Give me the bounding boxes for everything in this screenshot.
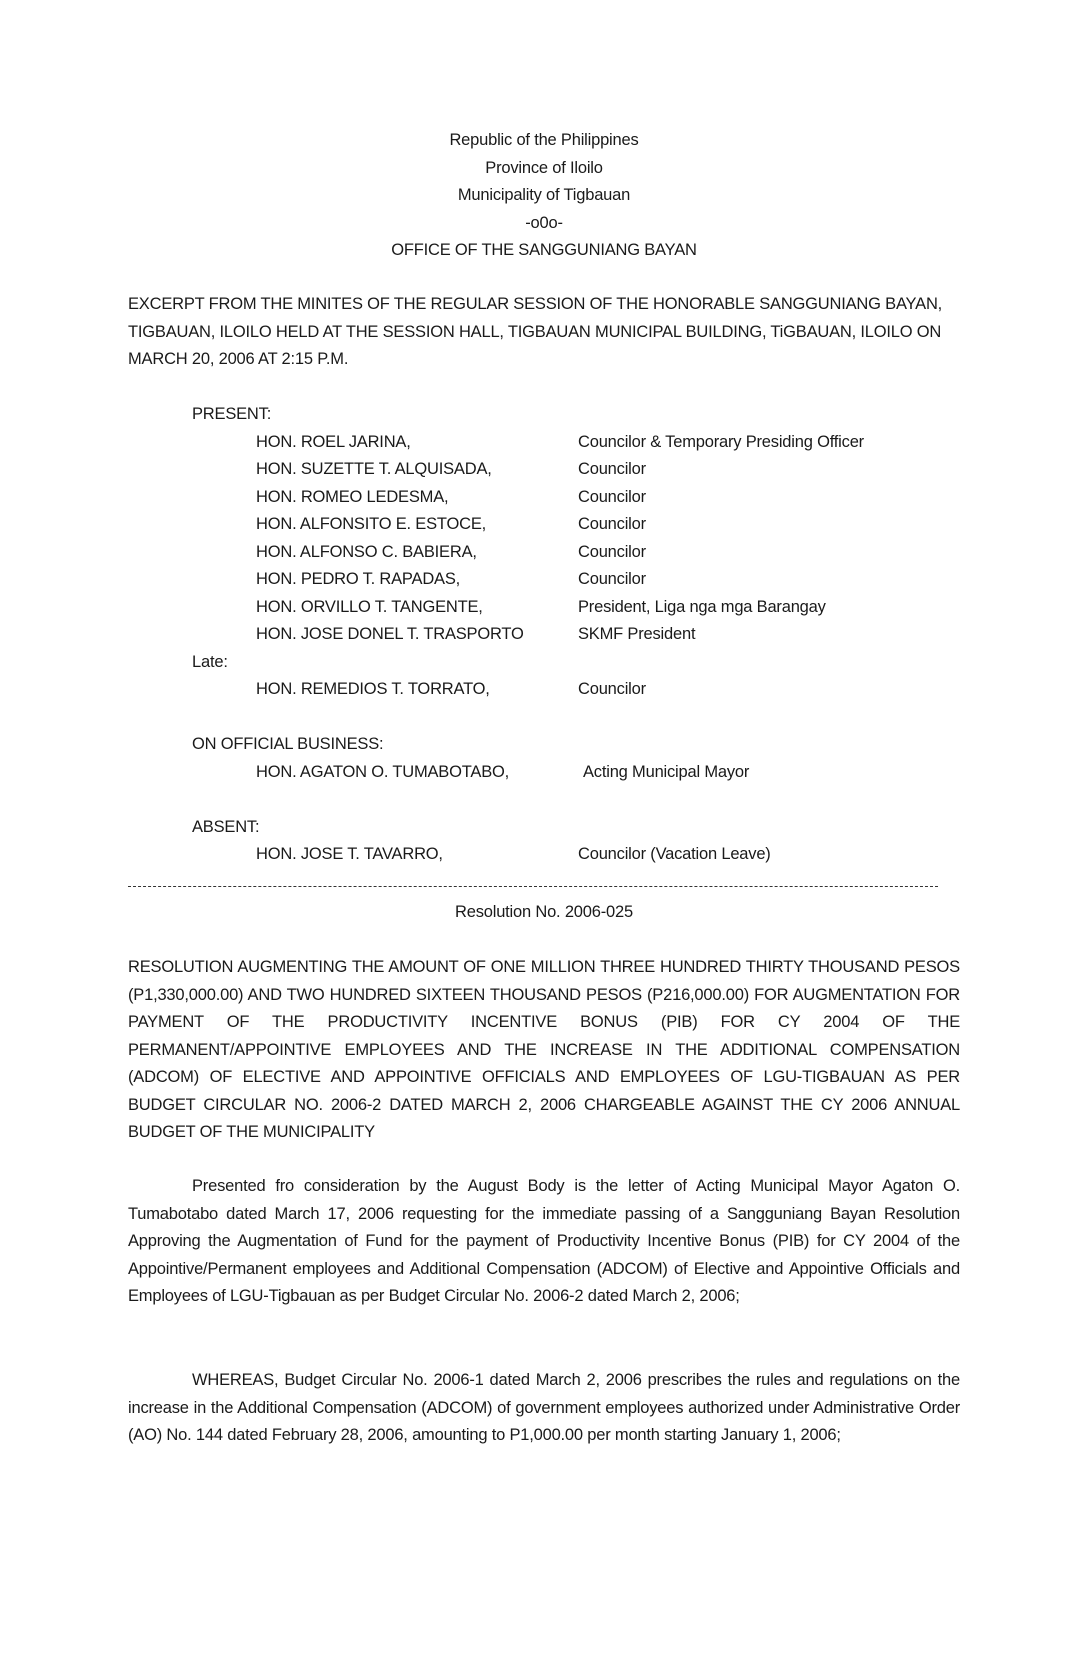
attendance-list — [192, 401, 972, 869]
attendee-row — [192, 676, 972, 704]
paragraph-presented — [128, 1173, 960, 1311]
attendee-row — [192, 759, 972, 787]
attendee-role: Councilor — [578, 570, 646, 588]
attendee-role: Councilor — [578, 460, 646, 478]
attendee-role: Councilor — [578, 542, 646, 561]
attendee-name: HON. JOSE T. TAVARRO, — [256, 845, 443, 863]
ornament-line: -o0o- — [525, 213, 563, 232]
attendee-row — [192, 594, 972, 622]
attendee-role: Councilor — [578, 680, 646, 698]
attendee-name: HON. ROEL JARINA, — [256, 432, 411, 451]
attendee-name: HON. PEDRO T. RAPADAS, — [256, 570, 461, 588]
attendee-role: Councilor & Temporary Presiding Officer — [578, 432, 864, 451]
attendee-name: HON. ROMEO LEDESMA, — [256, 487, 449, 506]
attendee-name: HON. JOSE DONEL T. TRASPORTO — [256, 625, 524, 643]
paragraph-whereas — [128, 1367, 960, 1450]
attendee-role: SKMF President — [578, 625, 696, 643]
attendee-row — [192, 484, 972, 512]
paragraph-text: WHEREAS, Budget Circular No. 2006-1 dated March 2, 2006 prescribes the rules and regulations on the increase in the Additional Compensation (ADCOM) of government employees authorized under Administrative Order (AO) No. 144 dated February 28, 2006, amounting to P1,000.00 per month starting January 1, 2006; — [128, 1371, 960, 1444]
official-business-label: ON OFFICIAL BUSINESS: — [192, 735, 384, 753]
absent-label: ABSENT: — [192, 817, 260, 836]
attendee-name: HON. REMEDIOS T. TORRATO, — [256, 680, 490, 698]
attendee-row — [192, 511, 972, 539]
resolution-number: Resolution No. 2006-025 — [455, 903, 633, 921]
dashed-divider — [128, 886, 938, 887]
province-line: Province of Iloilo — [485, 158, 603, 177]
spacer — [192, 704, 972, 732]
attendee-role: Acting Municipal Mayor — [583, 762, 750, 781]
attendee-name: HON. AGATON O. TUMABOTABO, — [256, 762, 510, 781]
present-label: PRESENT: — [192, 405, 272, 423]
office-line: OFFICE OF THE SANGGUNIANG BAYAN — [391, 241, 697, 259]
country-line: Republic of the Philippines — [449, 131, 639, 149]
attendee-role: Councilor — [578, 515, 646, 533]
attendee-role: President, Liga nga mga Barangay — [578, 597, 826, 616]
attendee-row — [192, 539, 972, 567]
resolution-title: RESOLUTION AUGMENTING THE AMOUNT OF ONE MILLION THREE HUNDRED THIRTY THOUSAND PESOS (P1,330,000.00) AND TWO HUNDRED SIXTEEN THOUSAND PESOS (P216,000.00) FOR AUGMENTATION FOR PAYMENT OF THE PRODUCTIVITY INCENTIVE BONUS (PIB) FOR CY 2004 OF THE PERMANENT/APPOINTIVE EMPLOYEES AND THE INCREASE IN THE ADDITIONAL COMPENSATION (ADCOM) OF ELECTIVE AND APPOINTIVE OFFICIALS AND EMPLOYEES OF LGU-TIGBAUAN AS PER BUDGET CIRCULAR NO. 2006-2 DATED MARCH 2, 2006 CHARGEABLE AGAINST THE CY 2006 ANNUAL BUDGET OF THE MUNICIPALITY — [128, 958, 960, 1141]
paragraph-text: Presented fro consideration by the August Body is the letter of Acting Municipal Mayor Agaton O. Tumabotabo dated March 17, 2006 requesting for the immediate passing of a Sangguniang Bayan Resolution Approving the Augmentation of Fund for the payment of Productivity Incentive Bonus (PIB) for CY 2004 of the Appointive/Permanent employees and Additional Compensation (ADCOM) of Elective and Appointive Officials and Employees of LGU-Tigbauan as per Budget Circular No. 2006-2 dated March 2, 2006; — [128, 1177, 960, 1305]
attendee-role: Councilor — [578, 487, 646, 506]
attendee-row — [192, 621, 972, 649]
letterhead — [0, 127, 1088, 265]
attendee-role: Councilor (Vacation Leave) — [578, 845, 771, 863]
attendee-row — [192, 566, 972, 594]
attendee-name: HON. ALFONSO C. BABIERA, — [256, 542, 477, 561]
attendee-name: HON. ORVILLO T. TANGENTE, — [256, 597, 483, 616]
attendee-row — [192, 429, 972, 457]
spacer — [192, 786, 972, 814]
excerpt-heading: EXCERPT FROM THE MINITES OF THE REGULAR SESSION OF THE HONORABLE SANGGUNIANG BAYAN, TIGBAUAN, ILOILO HELD AT THE SESSION HALL, TIGBAUAN MUNICIPAL BUILDING, TiGBAUAN, ILOILO ON MARCH 20, 2006 AT 2:15 P.M. — [128, 295, 943, 368]
attendee-row — [192, 456, 972, 484]
late-label: Late: — [192, 652, 228, 671]
attendee-row — [192, 841, 972, 869]
attendee-name: HON. ALFONSITO E. ESTOCE, — [256, 515, 487, 533]
attendee-name: HON. SUZETTE T. ALQUISADA, — [256, 460, 492, 478]
municipality-line: Municipality of Tigbauan — [457, 186, 631, 204]
